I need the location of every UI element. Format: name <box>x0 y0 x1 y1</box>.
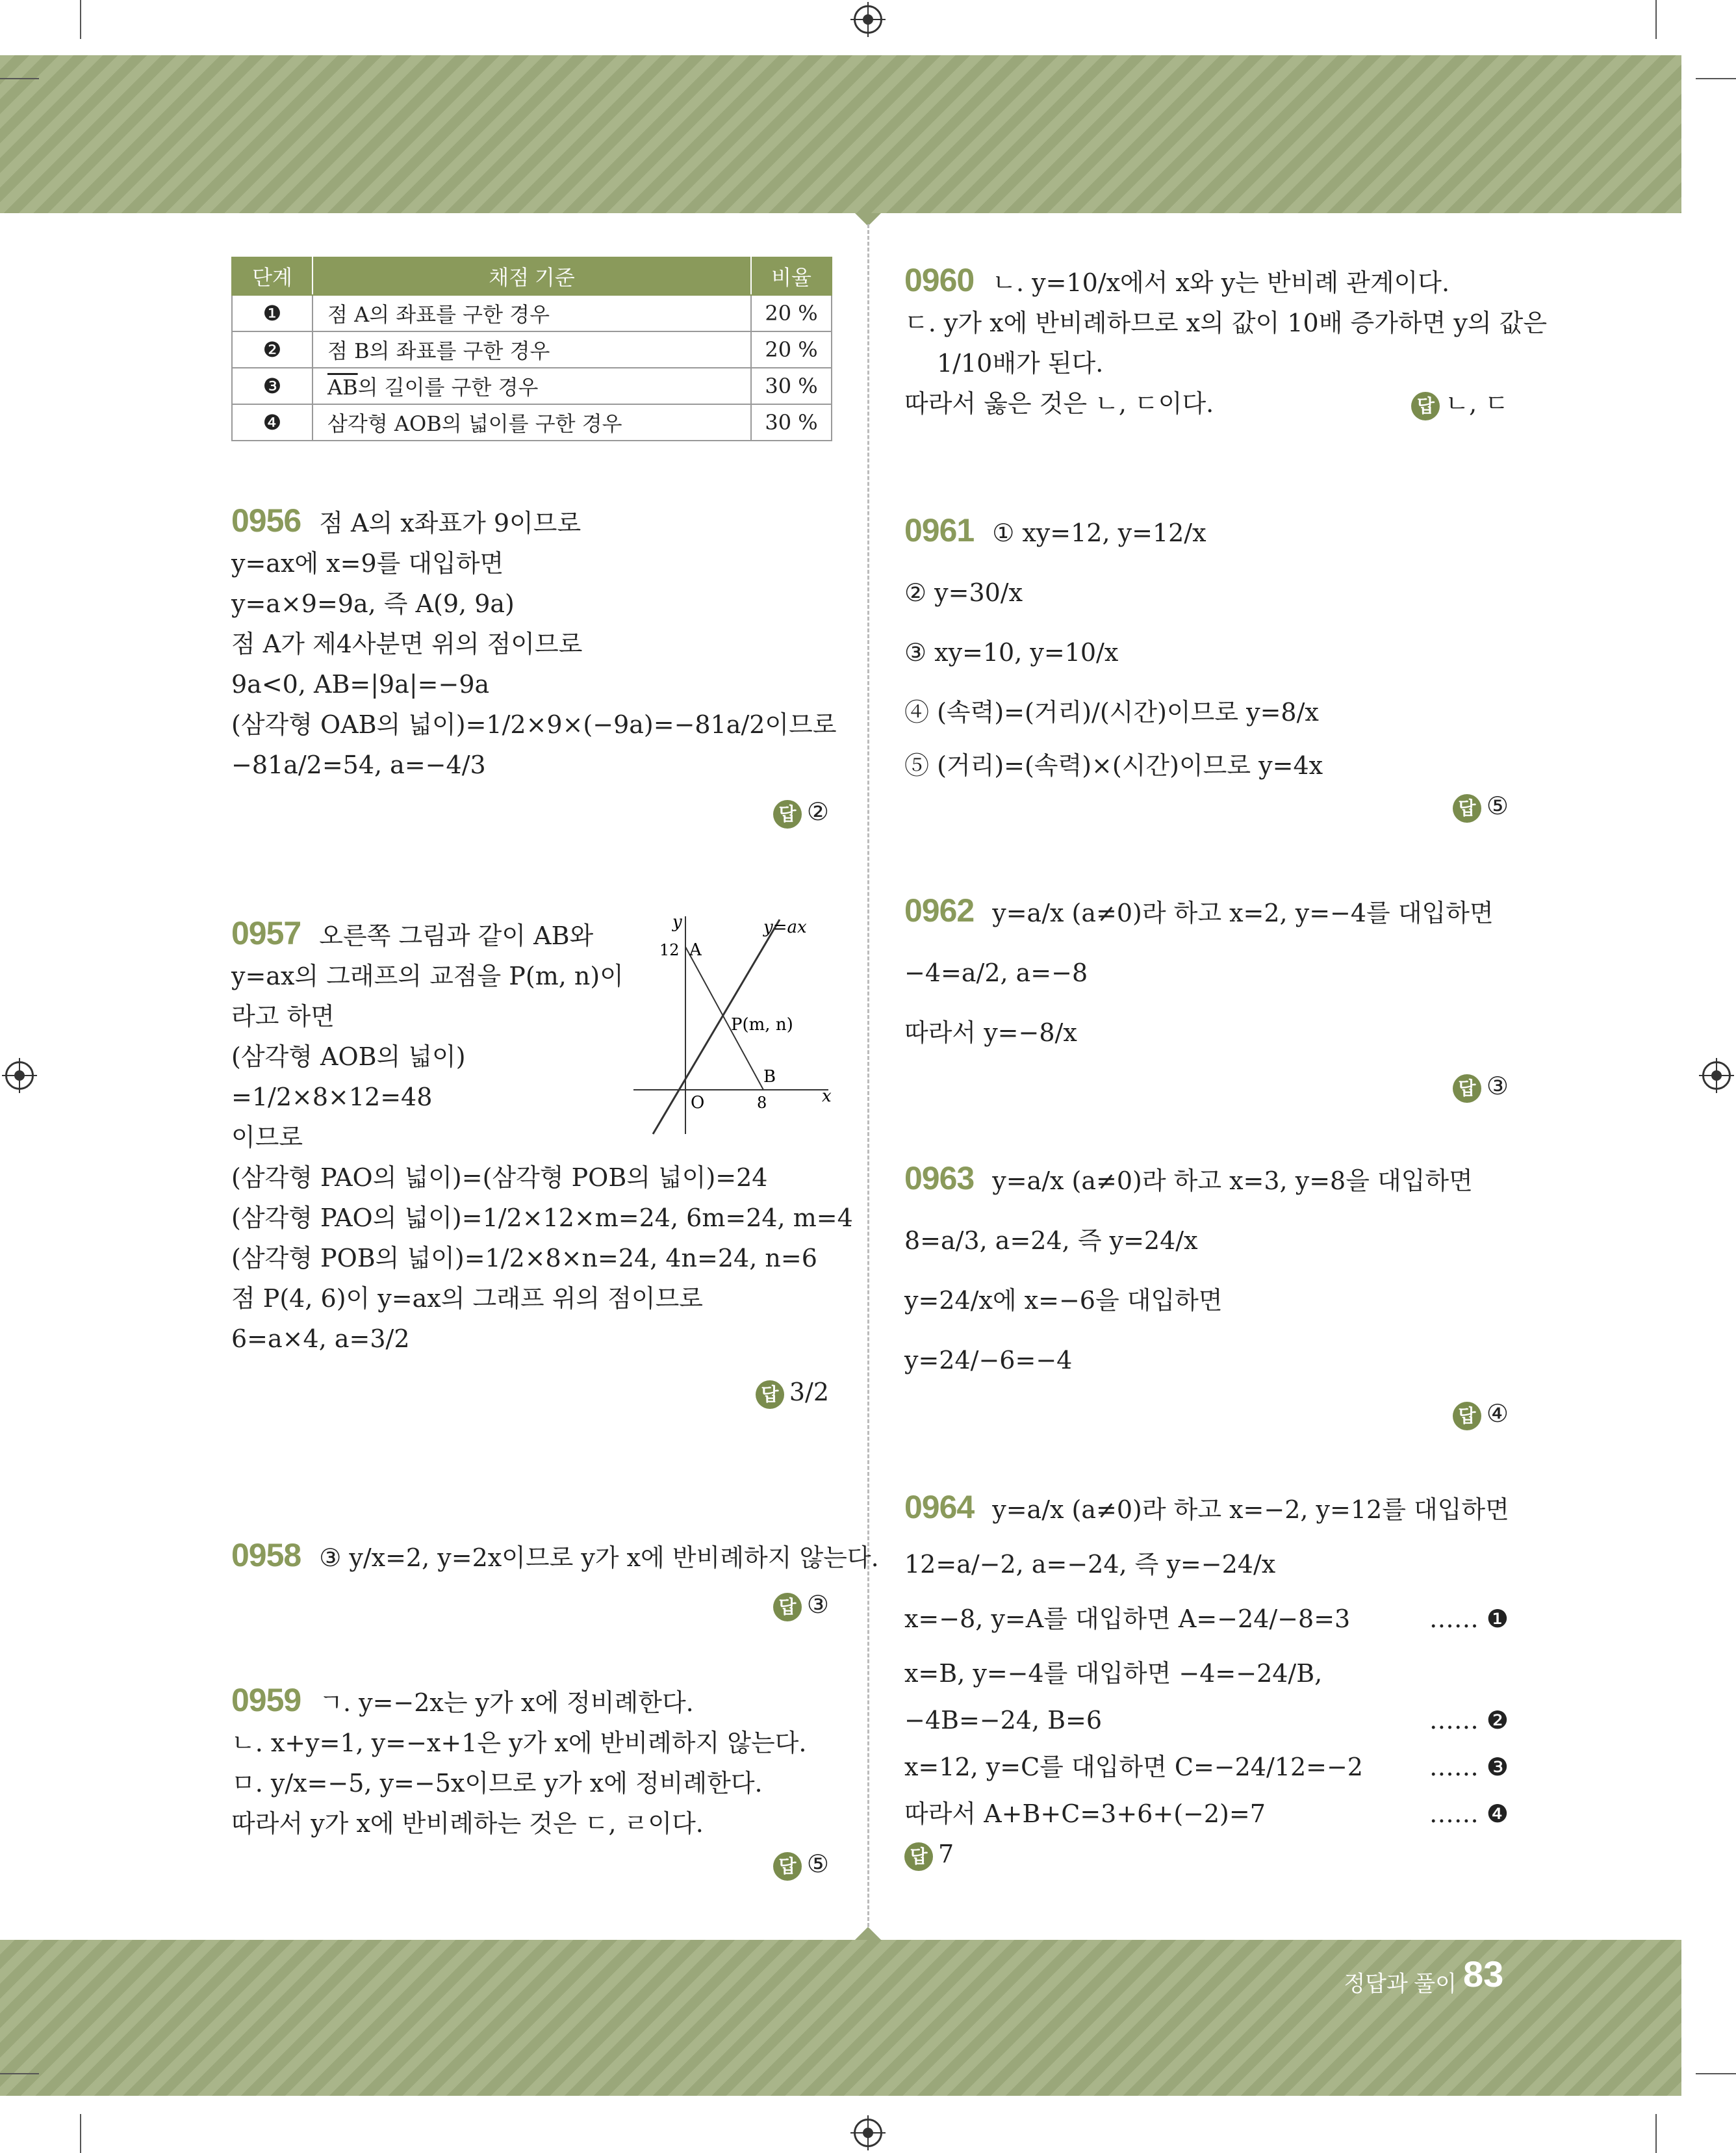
problem-number: 0956 <box>231 502 301 539</box>
step-cell: ❷ <box>232 331 313 368</box>
crop-mark <box>80 2114 81 2153</box>
solution-line: y=a/x (a≠0)라 하고 x=−2, y=12를 대입하면 <box>992 1495 1509 1524</box>
answer-badge: 답 <box>1453 1074 1481 1103</box>
crop-mark <box>1655 2114 1657 2153</box>
problem-0959 <box>231 1680 829 1884</box>
solution-line: 1/10배가 된다. <box>937 349 1104 378</box>
solution-line: y=a/x (a≠0)라 하고 x=2, y=−4를 대입하면 <box>992 899 1494 927</box>
problem-number: 0957 <box>231 915 301 951</box>
header-band <box>0 55 1681 213</box>
problem-0964 <box>904 1487 1509 1874</box>
point-b-label: B <box>763 1067 776 1087</box>
registration-mark-icon <box>5 1061 34 1090</box>
solution-line: 6=a×4, a=3/2 <box>231 1324 410 1353</box>
solution-line: 따라서 y가 x에 반비례하는 것은 ㄷ, ㄹ이다. <box>231 1809 704 1838</box>
solution-line: ㅁ. y/x=−5, y=−5x이므로 y가 x에 정비례한다. <box>231 1769 763 1798</box>
a-tick-label: 12 <box>659 941 680 959</box>
problem-0956 <box>231 500 837 832</box>
crop-mark <box>1655 0 1657 39</box>
solution-line: (삼각형 OAB의 넓이)=1/2×9×(−9a)=−81a/2이므로 <box>231 710 837 739</box>
y-axis-label: y <box>672 912 682 932</box>
problem-number: 0962 <box>904 892 975 929</box>
solution-line: (삼각형 PAO의 넓이)=(삼각형 POB의 넓이)=24 <box>231 1163 768 1192</box>
problem-number: 0958 <box>231 1537 301 1573</box>
solution-line: ㄴ. x+y=1, y=−x+1은 y가 x에 반비례하지 않는다. <box>231 1729 807 1757</box>
problem-number: 0960 <box>904 262 975 298</box>
x-axis-label: x <box>822 1087 832 1106</box>
registration-mark-icon <box>854 5 882 34</box>
solution-line: ① xy=12, y=12/x <box>992 519 1206 547</box>
crop-mark <box>80 0 81 39</box>
solution-line: 점 A가 제4사분면 위의 점이므로 <box>231 630 583 658</box>
solution-line: 오른쪽 그림과 같이 AB와 <box>319 922 594 950</box>
answer-badge: 답 <box>1411 392 1440 420</box>
solution-line: x=12, y=C를 대입하면 C=−24/12=−2 <box>904 1753 1363 1781</box>
solution-line: x=−8, y=A를 대입하면 A=−24/−8=3 <box>904 1605 1351 1633</box>
solution-line: ㄱ. y=−2x는 y가 x에 정비례한다. <box>319 1688 694 1717</box>
table-row <box>232 404 832 441</box>
crop-mark <box>0 2073 39 2074</box>
solution-line: ⑤ (거리)=(속력)×(시간)이므로 y=4x <box>904 751 1323 780</box>
solution-line: y=24/x에 x=−6을 대입하면 <box>904 1286 1223 1315</box>
origin-label: O <box>691 1093 705 1113</box>
solution-line: 점 A의 x좌표가 9이므로 <box>319 509 581 537</box>
solution-line: (삼각형 AOB의 넓이) <box>231 1042 466 1071</box>
problem-number: 0959 <box>231 1682 301 1718</box>
problem-0962 <box>904 890 1509 1106</box>
criterion-cell: 점 B의 좌표를 구한 경우 <box>313 331 751 368</box>
answer-badge: 답 <box>904 1842 933 1871</box>
solution-line: x=B, y=−4를 대입하면 −4=−24/B, <box>904 1659 1323 1688</box>
problem-number: 0963 <box>904 1160 975 1196</box>
solution-line: 따라서 옳은 것은 ㄴ, ㄷ이다. <box>904 389 1214 418</box>
solution-line: 따라서 y=−8/x <box>904 1018 1077 1047</box>
answer-badge: 답 <box>773 1852 802 1881</box>
answer-badge: 답 <box>773 800 802 829</box>
solution-line: (삼각형 POB의 넓이)=1/2×8×n=24, 4n=24, n=6 <box>231 1244 817 1272</box>
answer-value: ㄴ, ㄷ <box>1445 389 1509 418</box>
solution-line: ㄴ. y=10/x에서 x와 y는 반비례 관계이다. <box>992 268 1450 297</box>
criterion-cell: 점 A의 좌표를 구한 경우 <box>313 295 751 331</box>
table-header: 단계 <box>232 257 313 295</box>
segment-overline: $\overline{AB}$ <box>327 375 358 400</box>
solution-line: ③ xy=10, y=10/x <box>904 638 1119 667</box>
answer-value: ⑤ <box>806 1850 829 1878</box>
ratio-cell: 20 % <box>751 295 832 331</box>
page-number: 83 <box>1463 1953 1504 1994</box>
answer-badge: 답 <box>1453 794 1481 823</box>
criterion-cell: 삼각형 AOB의 넓이를 구한 경우 <box>313 404 751 441</box>
problem-0958 <box>231 1535 879 1625</box>
answer-value: 3/2 <box>789 1378 829 1406</box>
solution-line: y=a×9=9a, 즉 A(9, 9a) <box>231 589 515 618</box>
solution-line: y=a/x (a≠0)라 하고 x=3, y=8을 대입하면 <box>992 1167 1473 1195</box>
table-header: 채점 기준 <box>313 257 751 295</box>
answer-badge: 답 <box>1453 1402 1481 1430</box>
problem-number: 0961 <box>904 512 975 548</box>
problem-0960 <box>904 260 1548 424</box>
step-marker: …… ❹ <box>1429 1799 1509 1828</box>
solution-line: 9a<0, AB=|9a|=−9a <box>231 670 490 699</box>
solution-line: (삼각형 PAO의 넓이)=1/2×12×m=24, 6m=24, m=4 <box>231 1204 853 1232</box>
table-row <box>232 331 832 368</box>
answer-badge: 답 <box>756 1380 784 1409</box>
point-a-label: A <box>689 940 702 960</box>
criterion-cell <box>313 368 751 404</box>
solution-line: y=24/−6=−4 <box>904 1346 1073 1374</box>
answer-badge: 답 <box>773 1593 802 1621</box>
crop-mark <box>1696 78 1736 79</box>
ratio-cell: 20 % <box>751 331 832 368</box>
ratio-cell: 30 % <box>751 368 832 404</box>
column-divider <box>867 224 869 1927</box>
answer-value: ⑤ <box>1486 792 1509 820</box>
step-cell: ❸ <box>232 368 313 404</box>
footer-notch <box>855 1927 881 1940</box>
crop-mark <box>0 78 39 79</box>
solution-line: 점 P(4, 6)이 y=ax의 그래프 위의 점이므로 <box>231 1284 704 1313</box>
coordinate-graph <box>633 907 835 1141</box>
step-marker: …… ❷ <box>1429 1706 1509 1734</box>
solution-line: −4B=−24, B=6 <box>904 1706 1103 1734</box>
registration-mark-icon <box>854 2119 882 2147</box>
solution-line: y=ax에 x=9를 대입하면 <box>231 549 504 578</box>
point-p-label: P(m, n) <box>731 1015 793 1035</box>
solution-line: −81a/2=54, a=−4/3 <box>231 751 486 779</box>
line-label: y=ax <box>763 918 807 937</box>
solution-line: 라고 하면 <box>231 1002 335 1031</box>
solution-line: y=ax의 그래프의 교점을 P(m, n)이 <box>231 962 624 990</box>
solution-line: ㄷ. y가 x에 반비례하므로 x의 값이 10배 증가하면 y의 값은 <box>904 309 1548 337</box>
crop-mark <box>1696 2073 1736 2074</box>
solution-line: ③ y/x=2, y=2x이므로 y가 x에 반비례하지 않는다. <box>319 1543 879 1572</box>
step-cell: ❹ <box>232 404 313 441</box>
problem-0963 <box>904 1158 1509 1434</box>
solution-line: ④ (속력)=(거리)/(시간)이므로 y=8/x <box>904 698 1319 727</box>
solution-line: 8=a/3, a=24, 즉 y=24/x <box>904 1226 1198 1255</box>
answer-value: ② <box>806 797 829 826</box>
solution-line: =1/2×8×12=48 <box>231 1083 433 1111</box>
b-tick-label: 8 <box>757 1094 767 1112</box>
footer-band <box>0 1940 1681 2096</box>
answer-value: 7 <box>938 1840 954 1868</box>
ratio-cell: 30 % <box>751 404 832 441</box>
solution-line: −4=a/2, a=−8 <box>904 959 1088 987</box>
criterion-text: 의 길이를 구한 경우 <box>357 375 539 400</box>
step-marker: …… ❶ <box>1429 1605 1509 1633</box>
problem-0961 <box>904 510 1509 826</box>
step-marker: …… ❸ <box>1429 1753 1509 1781</box>
answer-value: ④ <box>1486 1399 1509 1428</box>
answer-value: ③ <box>1486 1072 1509 1100</box>
table-row <box>232 368 832 404</box>
table-header: 비율 <box>751 257 832 295</box>
solution-line: 이므로 <box>231 1123 303 1152</box>
problem-number: 0964 <box>904 1489 975 1525</box>
grading-table <box>231 257 832 441</box>
registration-mark-icon <box>1702 1061 1731 1090</box>
answer-value: ③ <box>806 1590 829 1619</box>
footer-label: 정답과 풀이 <box>1344 1972 1457 1996</box>
solution-line: ② y=30/x <box>904 578 1023 607</box>
solution-line: 12=a/−2, a=−24, 즉 y=−24/x <box>904 1550 1276 1579</box>
step-cell: ❶ <box>232 295 313 331</box>
table-row <box>232 295 832 331</box>
solution-line: 따라서 A+B+C=3+6+(−2)=7 <box>904 1799 1266 1828</box>
